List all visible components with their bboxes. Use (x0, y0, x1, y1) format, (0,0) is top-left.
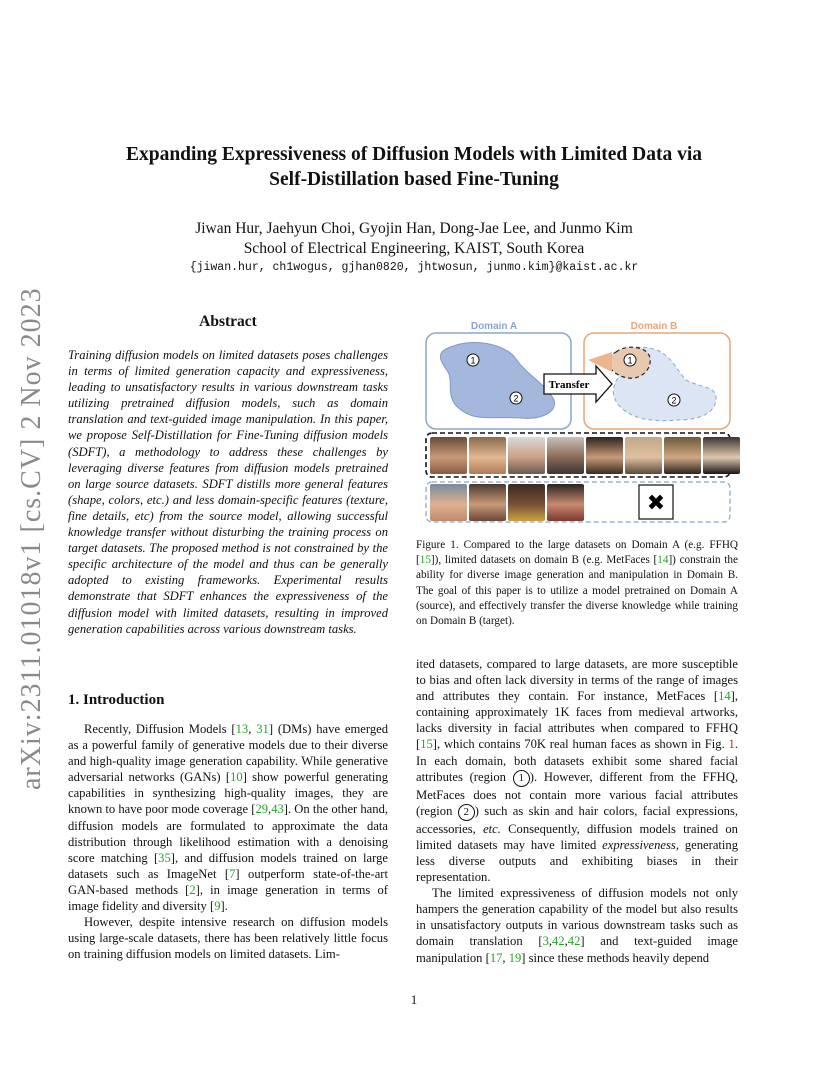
title-line-2: Self-Distillation based Fine-Tuning (269, 169, 559, 190)
svg-text:1: 1 (470, 355, 476, 366)
abstract-heading: Abstract (199, 313, 257, 330)
svg-text:2: 2 (513, 393, 519, 404)
citation-link[interactable]: 29 (255, 802, 269, 817)
page-number: 1 (410, 992, 418, 1007)
face-image (586, 437, 623, 474)
citation-link[interactable]: 19 (508, 950, 522, 965)
domain-b-label: Domain B (630, 321, 678, 332)
face-image (430, 437, 467, 474)
citation-link[interactable]: 13 (235, 722, 249, 736)
citation-link[interactable]: 10 (230, 770, 243, 785)
citation-link[interactable]: 7 (229, 866, 236, 881)
title-line-1: Expanding Expressiveness of Diffusion Models with Limited Data via (125, 144, 703, 165)
region-2-symbol: 2 (458, 804, 475, 821)
citation-link[interactable]: 17 (489, 950, 503, 965)
citation-link[interactable]: 2 (189, 882, 196, 897)
citation-link[interactable]: 43 (271, 802, 284, 817)
face-image (469, 437, 506, 474)
arxiv-identifier: arXiv:2311.01018v1 [cs.CV] 2 Nov 2023 (16, 287, 47, 790)
domain-a-distribution (440, 342, 554, 418)
svg-text:1: 1 (627, 355, 633, 366)
right-paragraph-1: ited datasets, compared to large datasets, are more susceptible to bias and often lack diversity in terms of the range of images and attributes they contain. For instance, MetFaces [14], containing approximately 1K faces from medieval artworks, lacks diversity in facial attributes when compared to FFHQ [15], which contains 70K real human faces as shown in Fig. 1. In each domain, both datasets exhibit some shared facial attributes (region 1 ). However, different from the FFHQ, MetFaces does not contain more various facial attributes (region 2 ) such as skin and hair colors, facial expressions, accessories, etc. Consequently, diffusion models trained on limited datasets may have limited expressiveness, generating less diverse outputs and exhibiting biases in their representation. (416, 657, 738, 885)
right-column-text (416, 656, 738, 966)
paper-title (80, 142, 748, 192)
right-paragraph-2: The limited expressiveness of diffusion models not only hampers the generation capability of the model but also results in unsatisfactory outputs in various downstream tasks such as domain translation [3,42,42] and text-guided image manipulation [17, 19] since these methods heavily depend (416, 886, 738, 965)
svg-text:2: 2 (671, 395, 677, 406)
region-1-symbol: 1 (513, 770, 530, 787)
face-image (625, 437, 662, 474)
intro-paragraph-2: However, despite intensive research on diffusion models using large-scale datasets, there has been relatively little focus on training diffusion models on limited datasets. Lim- (68, 915, 388, 962)
citation-link[interactable]: 35 (158, 850, 171, 865)
intro-heading: 1. Introduction (68, 692, 165, 708)
figure-reference-link[interactable]: 1 (728, 737, 735, 752)
abstract-text: Training diffusion models on limited datasets poses challenges in terms of limited generation capacity and expressiveness, leading to unsatisfactory results in various downstream tasks utilizing pretrained diffusion models, such as domain translation and text-guided image manipulation. In this paper, we propose Self-Distillation for Fine-Tuning diffusion models (SDFT), a methodology to address these challenges by leveraging diverse features from diffusion models pretrained on large source datasets. SDFT distills more general features (shape, colors, etc.) and less domain-specific features (texture, fine details, etc) from the source model, allowing successful knowledge transfer without disturbing the training process on target datasets. The proposed method is not constrained by the specific architecture of the model and thus can be generally adopted to existing frameworks. Experimental results demonstrate that SDFT enhances the expressiveness of the diffusion model with limited datasets, resulting in improved generation capabilities across various downstream tasks. (68, 348, 388, 636)
face-image (430, 484, 467, 521)
face-image (508, 484, 545, 521)
author-emails: {jiwan.hur, ch1wogus, gjhan0820, jhtwosun, junmo.kim}@kaist.ac.kr (189, 261, 639, 274)
citation-link[interactable]: 14 (657, 554, 669, 567)
citation-link[interactable]: 42 (552, 934, 565, 949)
intro-text (68, 721, 388, 962)
transfer-label: Transfer (548, 379, 590, 391)
citation-link[interactable]: 15 (419, 554, 431, 567)
citation-link[interactable]: 9 (214, 899, 221, 914)
face-image (469, 484, 506, 521)
face-image (547, 484, 584, 521)
face-image (508, 437, 545, 474)
cross-mark-icon: ✖ (646, 491, 666, 516)
author-block (80, 219, 748, 259)
transfer-cone (588, 352, 612, 372)
domain-a-label: Domain A (470, 321, 518, 332)
citation-link[interactable]: 42 (567, 934, 581, 949)
figure-1-caption: Figure 1. Compared to the large datasets on Domain A (e.g. FFHQ [15]), limited datasets on domain B (e.g. MetFaces [14]) constrain the ability for diverse image generation and manipulation in Domain B. The goal of this paper is to utilize a model pretrained on Domain A (source), and effectively transfer the diverse knowledge while training on Domain B (target). (416, 539, 738, 628)
citation-link[interactable]: 31 (256, 722, 269, 736)
affiliation: School of Electrical Engineering, KAIST, South Korea (243, 240, 585, 257)
citation-link[interactable]: 14 (718, 689, 731, 704)
intro-paragraph-1: Recently, Diffusion Models [13, 31] (DMs) have emerged as a powerful family of generative models due to their diverse and high-quality image generation capability. While generative adversarial networks (GANs) [10] show powerful generating capabilities in synthesizing high-quality images, they are known to have poor mode coverage [29,43]. On the other hand, diffusion models are formulated to approximate the data distribution through likelihood estimation with a denoising score matching [35], and diffusion models trained on large datasets such as ImageNet [7] outperform state-of-the-art GAN-based methods [2], in image generation in terms of image fidelity and diversity [9]. (68, 722, 389, 914)
face-image (547, 437, 584, 474)
citation-link[interactable]: 15 (420, 737, 433, 752)
citation-link[interactable]: 3 (542, 934, 549, 949)
face-image (703, 437, 740, 474)
authors: Jiwan Hur, Jaehyun Choi, Gyojin Han, Dong-Jae Lee, and Junmo Kim (195, 220, 633, 237)
figure-1 (416, 314, 740, 526)
face-image (664, 437, 701, 474)
